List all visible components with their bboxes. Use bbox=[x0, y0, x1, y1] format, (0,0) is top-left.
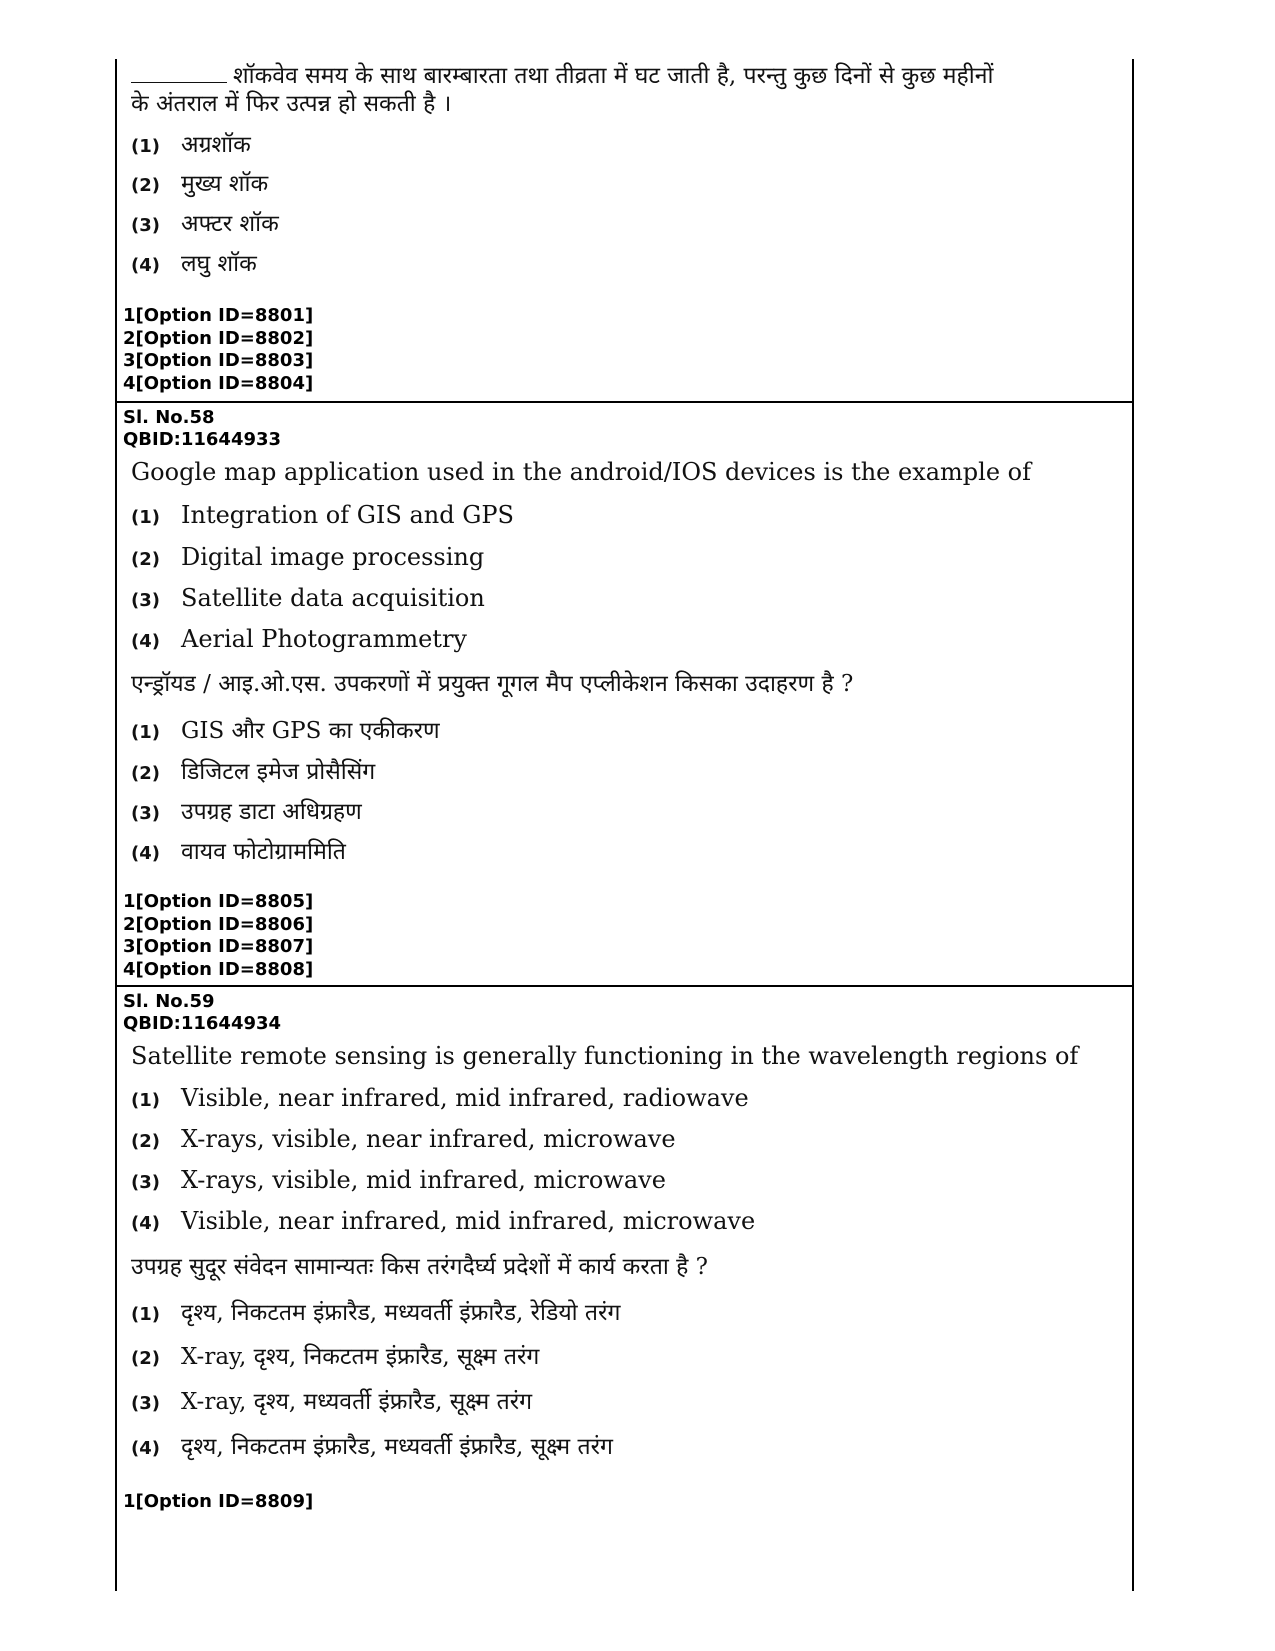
option-number: (3) bbox=[131, 1393, 160, 1414]
option-text: X-rays, visible, near infrared, microwave bbox=[181, 1125, 676, 1153]
option-ids bbox=[123, 1491, 313, 1514]
option-ids bbox=[123, 305, 313, 395]
option-1-en bbox=[131, 1084, 749, 1112]
option-number: (1) bbox=[131, 1304, 160, 1325]
option-3-hi bbox=[131, 794, 362, 826]
option-1 bbox=[131, 127, 251, 159]
option-4-hi bbox=[131, 1429, 613, 1461]
option-4-hi bbox=[131, 834, 346, 866]
option-text: X-rays, visible, mid infrared, microwave bbox=[181, 1166, 666, 1194]
option-2-en bbox=[131, 1125, 676, 1153]
option-number: (1) bbox=[131, 136, 160, 157]
option-text: दृश्य, निकटतम इंफ्रारैड, मध्यवर्ती इंफ्रारैड, रेडियो तरंग bbox=[181, 1300, 621, 1326]
option-2-hi bbox=[131, 1339, 539, 1371]
option-number: (4) bbox=[131, 843, 160, 864]
option-2-en bbox=[131, 543, 484, 571]
question-57 bbox=[117, 59, 1132, 401]
question-59 bbox=[117, 987, 1132, 1591]
option-text: लघु शॉक bbox=[181, 251, 257, 277]
question-57-line-1: शॉकवेव समय के साथ बारम्बारता तथा तीव्रता में घट जाती है, परन्तु कुछ दिनों से कुछ महीनों bbox=[233, 63, 994, 89]
question-paper-frame bbox=[115, 59, 1134, 1591]
qbid: QBID:11644933 bbox=[123, 429, 282, 450]
question-58 bbox=[117, 403, 1132, 987]
option-4-en bbox=[131, 625, 467, 653]
option-3-hi bbox=[131, 1384, 532, 1416]
option-number: (1) bbox=[131, 1090, 160, 1111]
option-number: (1) bbox=[131, 722, 160, 743]
serial-number: Sl. No.59 bbox=[123, 991, 215, 1012]
question-58-text-hi: एन्ड्रॉयड / आइ.ओ.एस. उपकरणों में प्रयुक्त गूगल मैप एप्लीकेशन किसका उदाहरण है ? bbox=[131, 671, 854, 697]
option-number: (2) bbox=[131, 175, 160, 196]
option-text: डिजिटल इमेज प्रोसैसिंग bbox=[181, 759, 376, 785]
fill-blank bbox=[131, 62, 227, 83]
option-text: X-ray, दृश्य, मध्यवर्ती इंफ्रारैड, सूक्ष्म तरंग bbox=[181, 1389, 533, 1415]
option-1-en bbox=[131, 501, 514, 529]
option-text: Visible, near infrared, mid infrared, radiowave bbox=[181, 1084, 749, 1112]
option-2 bbox=[131, 166, 268, 198]
qbid: QBID:11644934 bbox=[123, 1013, 282, 1034]
option-number: (3) bbox=[131, 215, 160, 236]
option-3 bbox=[131, 206, 279, 238]
question-58-text-en: Google map application used in the android/IOS devices is the example of bbox=[131, 458, 1032, 486]
option-id: 1[Option ID=8805] bbox=[123, 891, 314, 912]
option-text: मुख्य शॉक bbox=[181, 171, 269, 197]
option-text: Satellite data acquisition bbox=[181, 584, 485, 612]
option-text: Digital image processing bbox=[181, 543, 485, 571]
option-number: (3) bbox=[131, 803, 160, 824]
option-text: X-ray, दृश्य, निकटतम इंफ्रारैड, सूक्ष्म तरंग bbox=[181, 1344, 540, 1370]
option-number: (2) bbox=[131, 1348, 160, 1369]
question-59-text-hi: उपग्रह सुदूर संवेदन सामान्यतः किस तरंगदैर्घ्य प्रदेशों में कार्य करता है ? bbox=[131, 1254, 708, 1280]
option-1-hi bbox=[131, 1295, 620, 1327]
option-number: (3) bbox=[131, 1172, 160, 1193]
option-number: (4) bbox=[131, 631, 160, 652]
option-text: Visible, near infrared, mid infrared, microwave bbox=[181, 1207, 756, 1235]
option-4-en bbox=[131, 1207, 755, 1235]
option-number: (1) bbox=[131, 507, 160, 528]
option-text: अफ्टर शॉक bbox=[181, 211, 279, 237]
option-id: 2[Option ID=8806] bbox=[123, 913, 314, 935]
option-number: (4) bbox=[131, 255, 160, 276]
option-text: GIS और GPS का एकीकरण bbox=[181, 718, 440, 744]
option-number: (3) bbox=[131, 590, 160, 611]
option-text: Aerial Photogrammetry bbox=[181, 625, 467, 653]
option-3-en bbox=[131, 1166, 666, 1194]
option-3-en bbox=[131, 584, 485, 612]
option-id: 2[Option ID=8802] bbox=[123, 327, 314, 349]
option-number: (2) bbox=[131, 549, 160, 570]
option-text: अग्रशॉक bbox=[181, 132, 251, 158]
option-ids bbox=[123, 891, 313, 981]
option-number: (2) bbox=[131, 763, 160, 784]
option-id: 4[Option ID=8808] bbox=[123, 958, 314, 980]
option-id: 3[Option ID=8803] bbox=[123, 350, 314, 371]
option-id: 3[Option ID=8807] bbox=[123, 936, 314, 957]
option-text: उपग्रह डाटा अधिग्रहण bbox=[181, 799, 362, 825]
option-number: (4) bbox=[131, 1213, 160, 1234]
option-number: (2) bbox=[131, 1131, 160, 1152]
option-id: 1[Option ID=8809] bbox=[123, 1491, 314, 1512]
question-59-text-en: Satellite remote sensing is generally functioning in the wavelength regions of bbox=[131, 1042, 1079, 1070]
option-id: 4[Option ID=8804] bbox=[123, 372, 314, 394]
option-4 bbox=[131, 246, 257, 278]
option-text: वायव फोटोग्राममिति bbox=[181, 839, 346, 865]
serial-number: Sl. No.58 bbox=[123, 407, 215, 428]
option-number: (4) bbox=[131, 1438, 160, 1459]
option-id: 1[Option ID=8801] bbox=[123, 305, 314, 326]
option-text: दृश्य, निकटतम इंफ्रारैड, मध्यवर्ती इंफ्रारैड, सूक्ष्म तरंग bbox=[181, 1434, 613, 1460]
option-2-hi bbox=[131, 754, 375, 786]
option-text: Integration of GIS and GPS bbox=[181, 501, 514, 529]
option-1-hi bbox=[131, 713, 440, 745]
question-57-line-2: के अंतराल में फिर उत्पन्न हो सकती है । bbox=[131, 91, 452, 117]
